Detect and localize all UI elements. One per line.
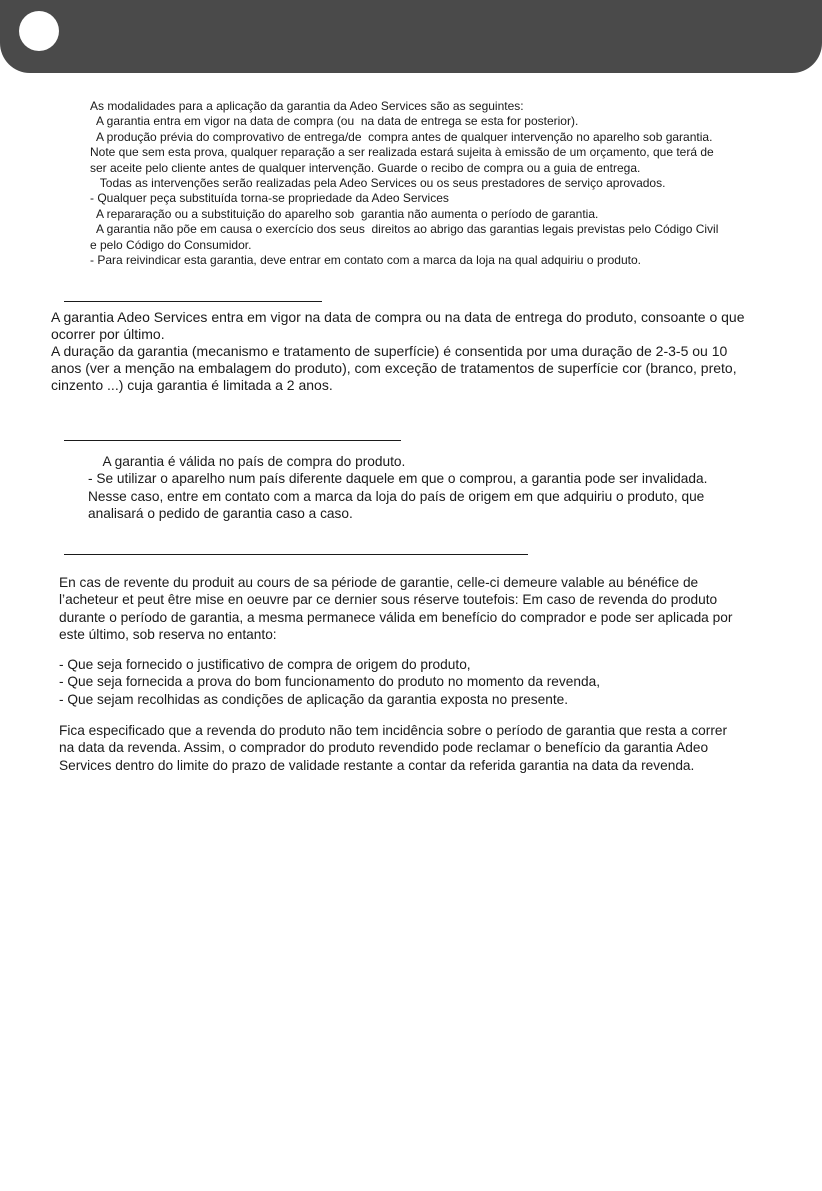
duration-line: ocorrer por último. (51, 326, 165, 342)
section-duration-block (51, 309, 744, 394)
resale-line: durante o período de garantia, a mesma permanece válida em benefício do comprador e pode ser aplicada por (59, 609, 733, 625)
intro-line: As modalidades para a aplicação da garantia da Adeo Services são as seguintes: (90, 99, 524, 113)
header-bar (0, 0, 822, 73)
intro-line: - Qualquer peça substituída torna-se propriedade da Adeo Services (90, 191, 449, 206)
resale-line: Services dentro do limite do prazo de validade restante a contar da referida garantia na data da revenda. (59, 757, 695, 773)
territory-line: - Se utilizar o aparelho num país diferente daquele em que o comprou, a garantia pode ser invalidada. (88, 471, 708, 487)
duration-line: cinzento ...) cuja garantia é limitada a 2 anos. (51, 377, 333, 393)
territory-line: analisará o pedido de garantia caso a caso. (88, 505, 353, 521)
territory-line: A garantia é válida no país de compra do produto. (88, 454, 406, 469)
territory-line: Nesse caso, entre em contato com a marca da loja do país de origem em que adquiriu o produto, que (88, 488, 705, 504)
resale-line: na data da revenda. Assim, o comprador do produto revendido pode reclamar o benefício da garantia Adeo (59, 740, 709, 756)
intro-line: A garantia entra em vigor na data de compra (ou na data de entrega se esta for posterior). (90, 114, 579, 129)
resale-condition-item: - Que seja fornecida a prova do bom funcionamento do produto no momento da revenda, (59, 674, 600, 690)
page-number-badge (19, 11, 59, 51)
section-duration-heading-rule (64, 301, 322, 302)
resale-line: este último, sob reserva no entanto: (59, 626, 277, 642)
intro-line: ser aceite pelo cliente antes de qualquer intervenção. Guarde o recibo de compra ou a guia de entrega. (90, 160, 641, 175)
resale-condition-item: - Que sejam recolhidas as condições de aplicação da garantia exposta no presente. (59, 691, 569, 707)
resale-line: En cas de revente du produit au cours de sa période de garantie, celle-ci demeure valable au bénéfice de (59, 575, 699, 590)
section-territory-block (88, 453, 707, 522)
resale-line: Fica especificado que a revenda do produto não tem incidência sobre o período de garantia que resta a correr (59, 723, 728, 738)
intro-line: A garantia não põe em causa o exercício dos seus direitos ao abrigo das garantias legais previstas pelo Código Civil (90, 222, 719, 237)
intro-line: e pelo Código do Consumidor. (90, 237, 252, 252)
section-resale-heading-rule (64, 554, 528, 555)
resale-paragraph-1 (59, 574, 732, 643)
duration-line: A garantia Adeo Services entra em vigor na data de compra ou na data de entrega do produto, consoante o que (51, 309, 745, 325)
resale-condition-item: - Que seja fornecido o justificativo de compra de origem do produto, (59, 657, 471, 672)
duration-line: anos (ver a menção na embalagem do produto), com exceção de tratamentos de superfície cor (branco, preto, (51, 360, 737, 376)
resale-paragraph-2 (59, 722, 727, 774)
intro-block (90, 99, 718, 268)
intro-line: A repararação ou a substituição do aparelho sob garantia não aumenta o período de garantia. (90, 206, 599, 221)
intro-line: Todas as intervenções serão realizadas pela Adeo Services ou os seus prestadores de serviço aprovados. (90, 176, 666, 191)
duration-line: A duração da garantia (mecanismo e tratamento de superfície) é consentida por uma duração de 2-3-5 ou 10 (51, 343, 728, 359)
resale-line: l’acheteur et peut être mise en oeuvre par ce dernier sous réserve toutefois: Em caso de revenda do produto (59, 592, 718, 608)
intro-line: Note que sem esta prova, qualquer reparação a ser realizada estará sujeita à emissão de um orçamento, que terá de (90, 145, 714, 160)
section-territory-heading-rule (64, 440, 401, 441)
resale-conditions-list (59, 656, 600, 708)
intro-line: - Para reivindicar esta garantia, deve entrar em contato com a marca da loja na qual adquiriu o produto. (90, 253, 641, 268)
intro-line: A produção prévia do comprovativo de entrega/de compra antes de qualquer intervenção no aparelho sob garantia. (90, 129, 713, 144)
